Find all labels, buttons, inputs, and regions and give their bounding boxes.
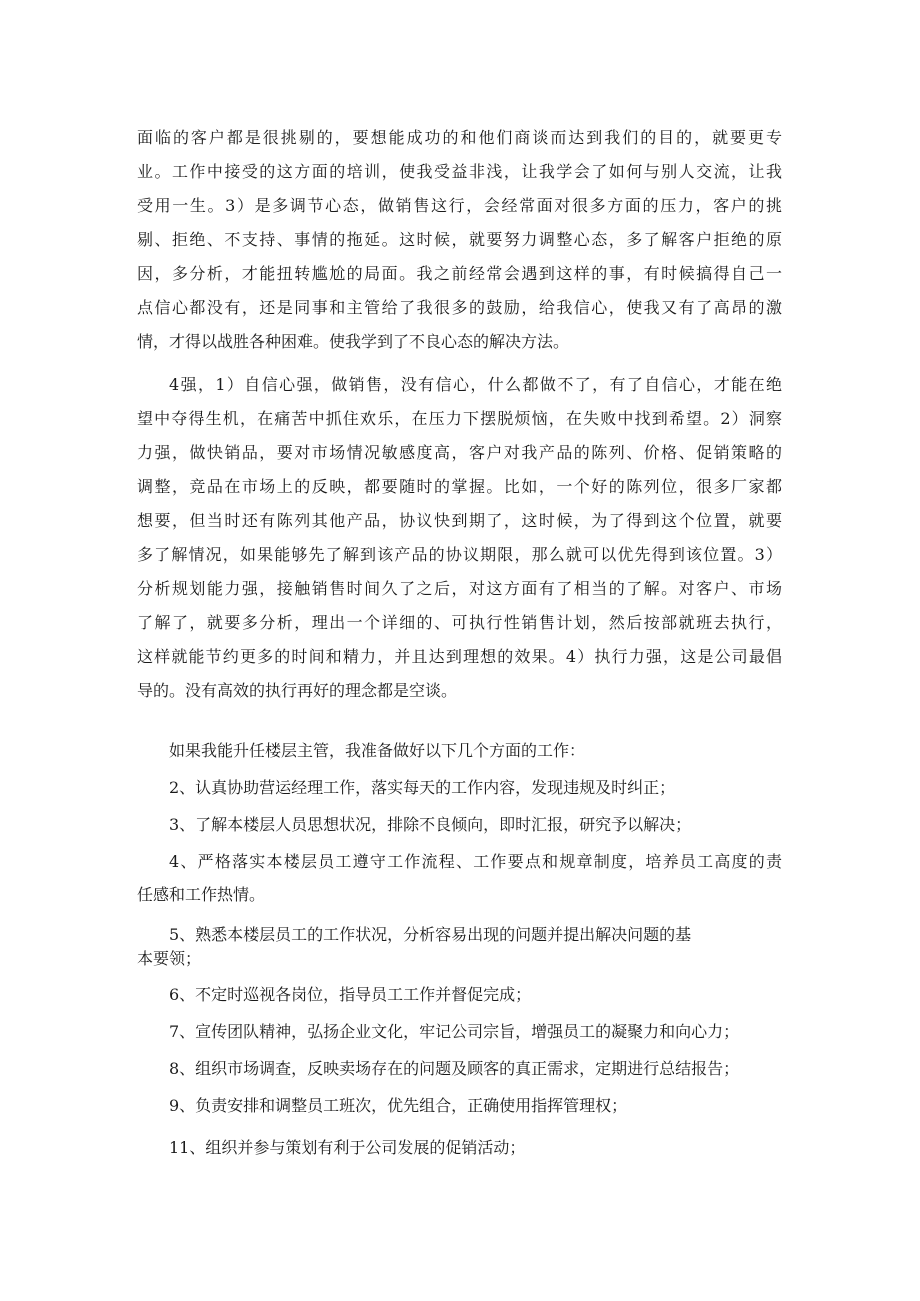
text-line: 情，才得以战胜各种困难。使我学到了不良心态的解决方法。: [137, 332, 570, 351]
text-line: 因，多分析，才能扭转尴尬的局面。我之前经常会遇到这样的事，有时候搞得自己一: [137, 264, 782, 283]
text-line: 5、熟悉本楼层员工的工作状况，分析容易出现的问题并提出解决问题的基: [169, 925, 692, 944]
text-line: 3、了解本楼层人员思想状况，排除不良倾向，即时汇报，研究予以解决；: [169, 815, 692, 834]
text-line: 导的。没有高效的执行再好的理念都是空谈。: [137, 681, 458, 700]
text-line: 9、负责安排和调整员工班次，优先组合，正确使用指挥管理权；: [169, 1096, 628, 1115]
text-line: 业。工作中接受的这方面的培训，使我受益非浅，让我学会了如何与别人交流，让我: [137, 162, 782, 181]
text-line: 2、认真协助营运经理工作，落实每天的工作内容，发现违规及时纠正；: [169, 778, 676, 797]
text-line: 剔、拒绝、不支持、事情的拖延。这时候，就要努力调整心态，多了解客户拒绝的原: [137, 230, 782, 249]
text-line: 了解了，就要多分析，理出一个详细的、可执行性销售计划，然后按部就班去执行，: [137, 613, 782, 632]
text-line: 面临的客户都是很挑剔的，要想能成功的和他们商谈而达到我们的目的，就要更专: [137, 128, 782, 147]
text-line: 想要，但当时还有陈列其他产品，协议快到期了，这时候，为了得到这个位置，就要: [137, 511, 782, 530]
text-line: 这样就能节约更多的时间和精力，并且达到理想的效果。4）执行力强，这是公司最倡: [137, 647, 782, 666]
text-line: 分析规划能力强，接触销售时间久了之后，对这方面有了相当的了解。对客户、市场: [137, 579, 782, 598]
text-line: 望中夺得生机，在痛苦中抓住欢乐，在压力下摆脱烦恼，在失败中找到希望。2）洞察: [137, 409, 782, 428]
text-line: 8、组织市场调查，反映卖场存在的问题及顾客的真正需求，定期进行总结报告；: [169, 1059, 740, 1078]
text-line: 6、不定时巡视各岗位，指导员工工作并督促完成；: [169, 985, 532, 1004]
text-line: 力强，做快销品，要对市场情况敏感度高，客户对我产品的陈列、价格、促销策略的: [137, 443, 782, 462]
text-line: 4、严格落实本楼层员工遵守工作流程、工作要点和规章制度，培养员工高度的责: [169, 852, 782, 871]
text-line: 如果我能升任楼层主管，我准备做好以下几个方面的工作：: [169, 741, 586, 760]
text-line: 本要领；: [137, 949, 202, 968]
text-line: 点信心都没有，还是同事和主管给了我很多的鼓励，给我信心，使我又有了高昂的激: [137, 298, 782, 317]
text-line: 多了解情况，如果能够先了解到该产品的协议期限，那么就可以优先得到该位置。3）: [137, 545, 782, 564]
text-line: 4强，1）自信心强，做销售，没有信心，什么都做不了，有了自信心，才能在绝: [169, 375, 782, 394]
text-line: 7、宣传团队精神，弘扬企业文化，牢记公司宗旨，增强员工的凝聚力和向心力；: [169, 1022, 740, 1041]
text-line: 调整，竞品在市场上的反映，都要随时的掌握。比如，一个好的陈列位，很多厂家都: [137, 477, 782, 496]
text-line: 受用一生。3）是多调节心态，做销售这行，会经常面对很多方面的压力，客户的挑: [137, 196, 782, 215]
text-line: 11、组织并参与策划有利于公司发展的促销活动；: [169, 1138, 526, 1157]
text-line: 任感和工作热情。: [137, 885, 266, 904]
